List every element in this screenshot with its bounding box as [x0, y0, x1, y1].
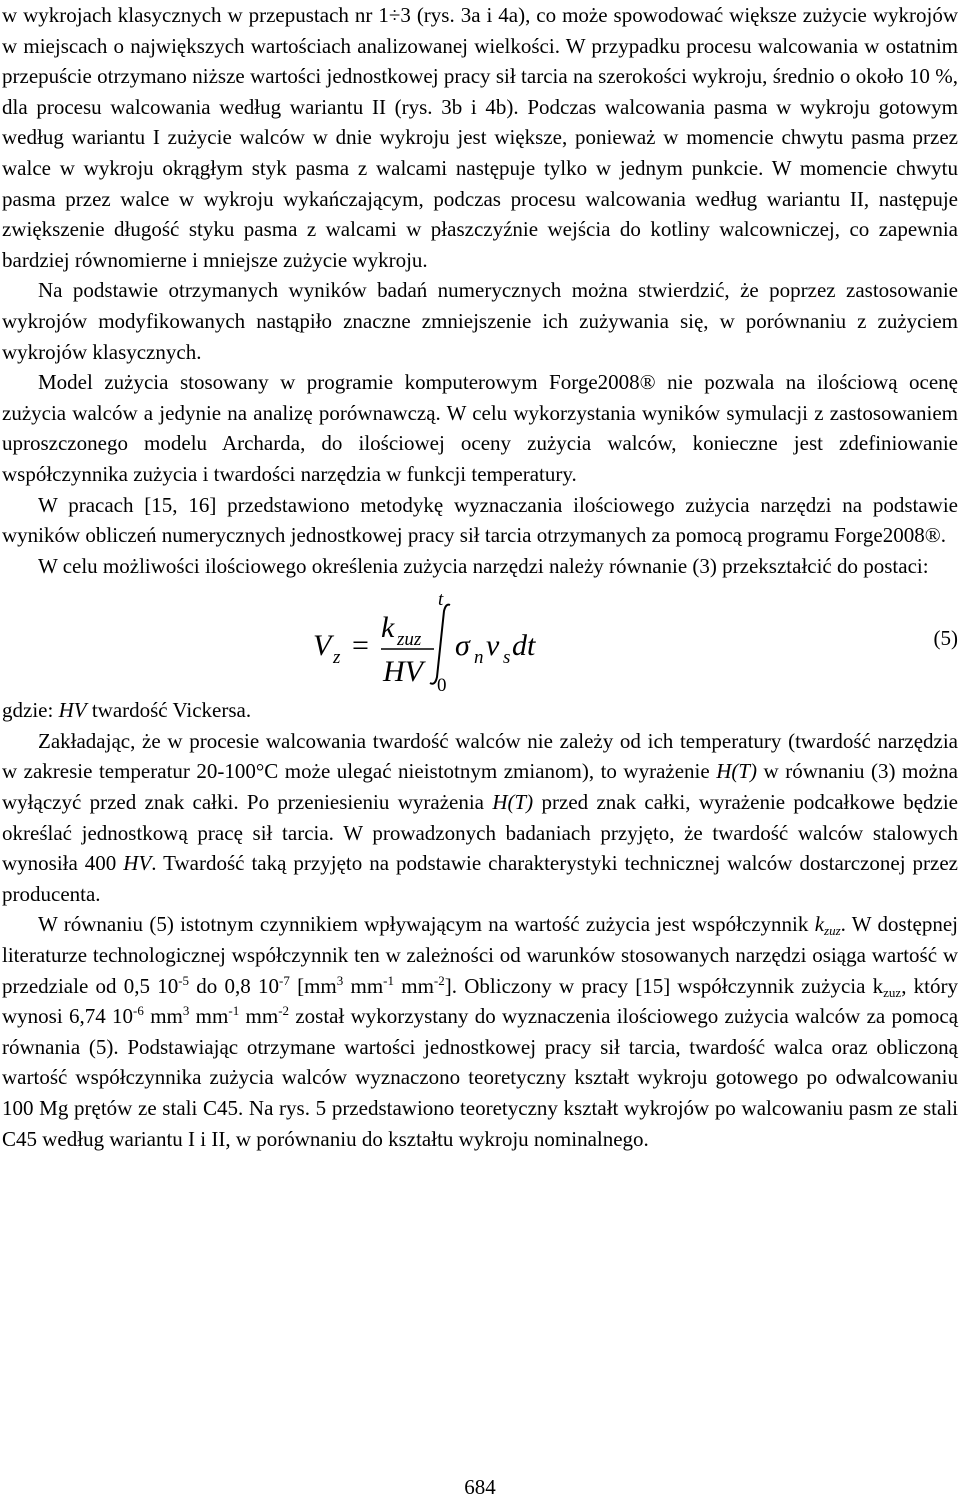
- eq-lower-limit: 0: [437, 675, 447, 694]
- paragraph-equation-intro: W celu możliwości ilościowego określenia zużycia narzędzi należy równanie (3) przekształcić do postaci:: [38, 553, 929, 578]
- equation-formula: [0, 585, 960, 693]
- integral-sign-icon: [430, 605, 450, 684]
- paragraph-wear-coefficient: W równaniu (5) istotnym czynnikiem wpływającym na wartość zużycia jest współczynnik $k_{zuz}$. W dostępnej literaturze technologicznej współczynnik ten w zależności od warunków stosowanych narzędzi osiąga wartość w przedziale od 0,5 $10^{-5}$ do 0,8 $10^{-7}$ [$mm^3$ $mm^{-1}$ $mm^{-2}$]. Obliczony w pracy [15] współczynnik zużycia $k_{zuz}$, który wynosi 6,74 $10^{-6}$ $mm^3$ $mm^{-1}$ $mm^{-2}$ został wykorzystany do wyznaczenia ilościowego zużycia walców za pomocą równania (5). Podstawiając otrzymane wartości jednostkowej pracy sił tarcia, twardość walca oraz obliczoną wartość współczynnika zużycia walców wyznaczono teoretyczny kształt wykroju gotowego po odwalcowaniu 100 Mg prętów ze stali C45. Na rys. 5 przedstawiono teoretyczny kształt wykrojów po walcowaniu pasm ze stali C45 według wariantu I i II, w porównaniu do kształtu wykroju nominalnego.: [2, 912, 959, 1151]
- eq-denominator: HV: [383, 655, 423, 689]
- eq-numerator-sub: zuz: [397, 629, 422, 651]
- paragraph-continuation: w wykrojach klasycznych w przepustach nr 1÷3 (rys. 3a i 4a), co może spowodować większe zużycie wykrojów w miejscach o największych wartościach analizowanej wielkości. W przypadku procesu walcowania w ostatnim przepuście otrzymano niższe wartości jednostkowej pracy sił tarcia na szerokości wykroju, średnio o około 10 %, dla procesu walcowania według wariantu II (rys. 3b i 4b). Podczas walcowania pasma w wykroju gotowym według wariantu I zużycie walców w dnie wykroju jest większe, ponieważ w momencie chwytu pasma przez walce w wykroju okrągłym styk pasma z walcami następuje tylko w jednym punkcie. W momencie chwytu pasma przez walce w wykroju wykańczającym, podczas procesu walcowania według wariantu II, następuje zwiększenie długość styku pasma z walcami w płaszczyźnie wejścia do kotliny walcowniczej, co zapewnia bardziej równomierne i mniejsze zużycie wykroju.: [2, 3, 958, 272]
- paragraph-methodology: W pracach [15, 16] przedstawiono metodykę wyznaczania ilościowego zużycia narzędzi na podstawie wyników obliczeń numerycznych jednostkowej pracy sił tarcia otrzymanych za pomocą programu Forge2008®.: [2, 492, 958, 548]
- equation-5: [0, 585, 960, 693]
- paragraph-conclusion: Na podstawie otrzymanych wyników badań numerycznych można stwierdzić, że poprzez zastosowanie wykrojów modyfikowanych nastąpiło znaczne zmniejszenie ich zużywania się, w porównaniu z zużyciem wykrojów klasycznych.: [2, 278, 958, 364]
- eq-nu: ν: [486, 629, 500, 663]
- eq-upper-limit: t: [438, 589, 444, 611]
- equation-number: (5): [933, 626, 958, 651]
- eq-nu-sub: s: [503, 647, 511, 669]
- eq-numerator-k: k: [381, 611, 395, 645]
- page-number: 684: [464, 1475, 496, 1499]
- eq-sigma-sub: n: [474, 647, 484, 669]
- paragraph-hardness: Zakładając, że w procesie walcowania twardość walców nie zależy od ich temperatury (twardość narzędzia w zakresie temperatur 20-100°C może ulegać nieistotnym zmianom), to wyrażenie H(T) w równaniu (3) można wyłączyć przed znak całki. Po przeniesieniu wyrażenia H(T) przed znak całki, wyrażenie podcałkowe będzie określać jednostkową pracę sił tarcia. W prowadzonych badaniach przyjęto, że twardość walców stalowych wynosiła 400 HV. Twardość taką przyjęto na podstawie charakterystyki technicznej walców dostarczonej przez producenta.: [2, 728, 959, 906]
- eq-lhs-v: V: [313, 629, 332, 663]
- paragraph-wear-model: Model zużycia stosowany w programie komputerowym Forge2008® nie pozwala na ilościową ocenę zużycia walców a jedynie na analizę porównawczą. W celu wykorzystania wyników symulacji z zastosowaniem uproszczonego modelu Archarda, do ilościowej oceny zużycia walców, konieczne jest zdefiniowanie współczynnika zużycia i twardości narzędzia w funkcji temperatury.: [2, 370, 958, 486]
- paragraph-where: gdzie: HV twardość Vickersa.: [2, 698, 252, 723]
- eq-sigma: σ: [455, 629, 470, 663]
- eq-differential: dt: [512, 629, 536, 663]
- eq-lhs-sub: z: [333, 647, 341, 669]
- eq-equals: =: [352, 629, 369, 663]
